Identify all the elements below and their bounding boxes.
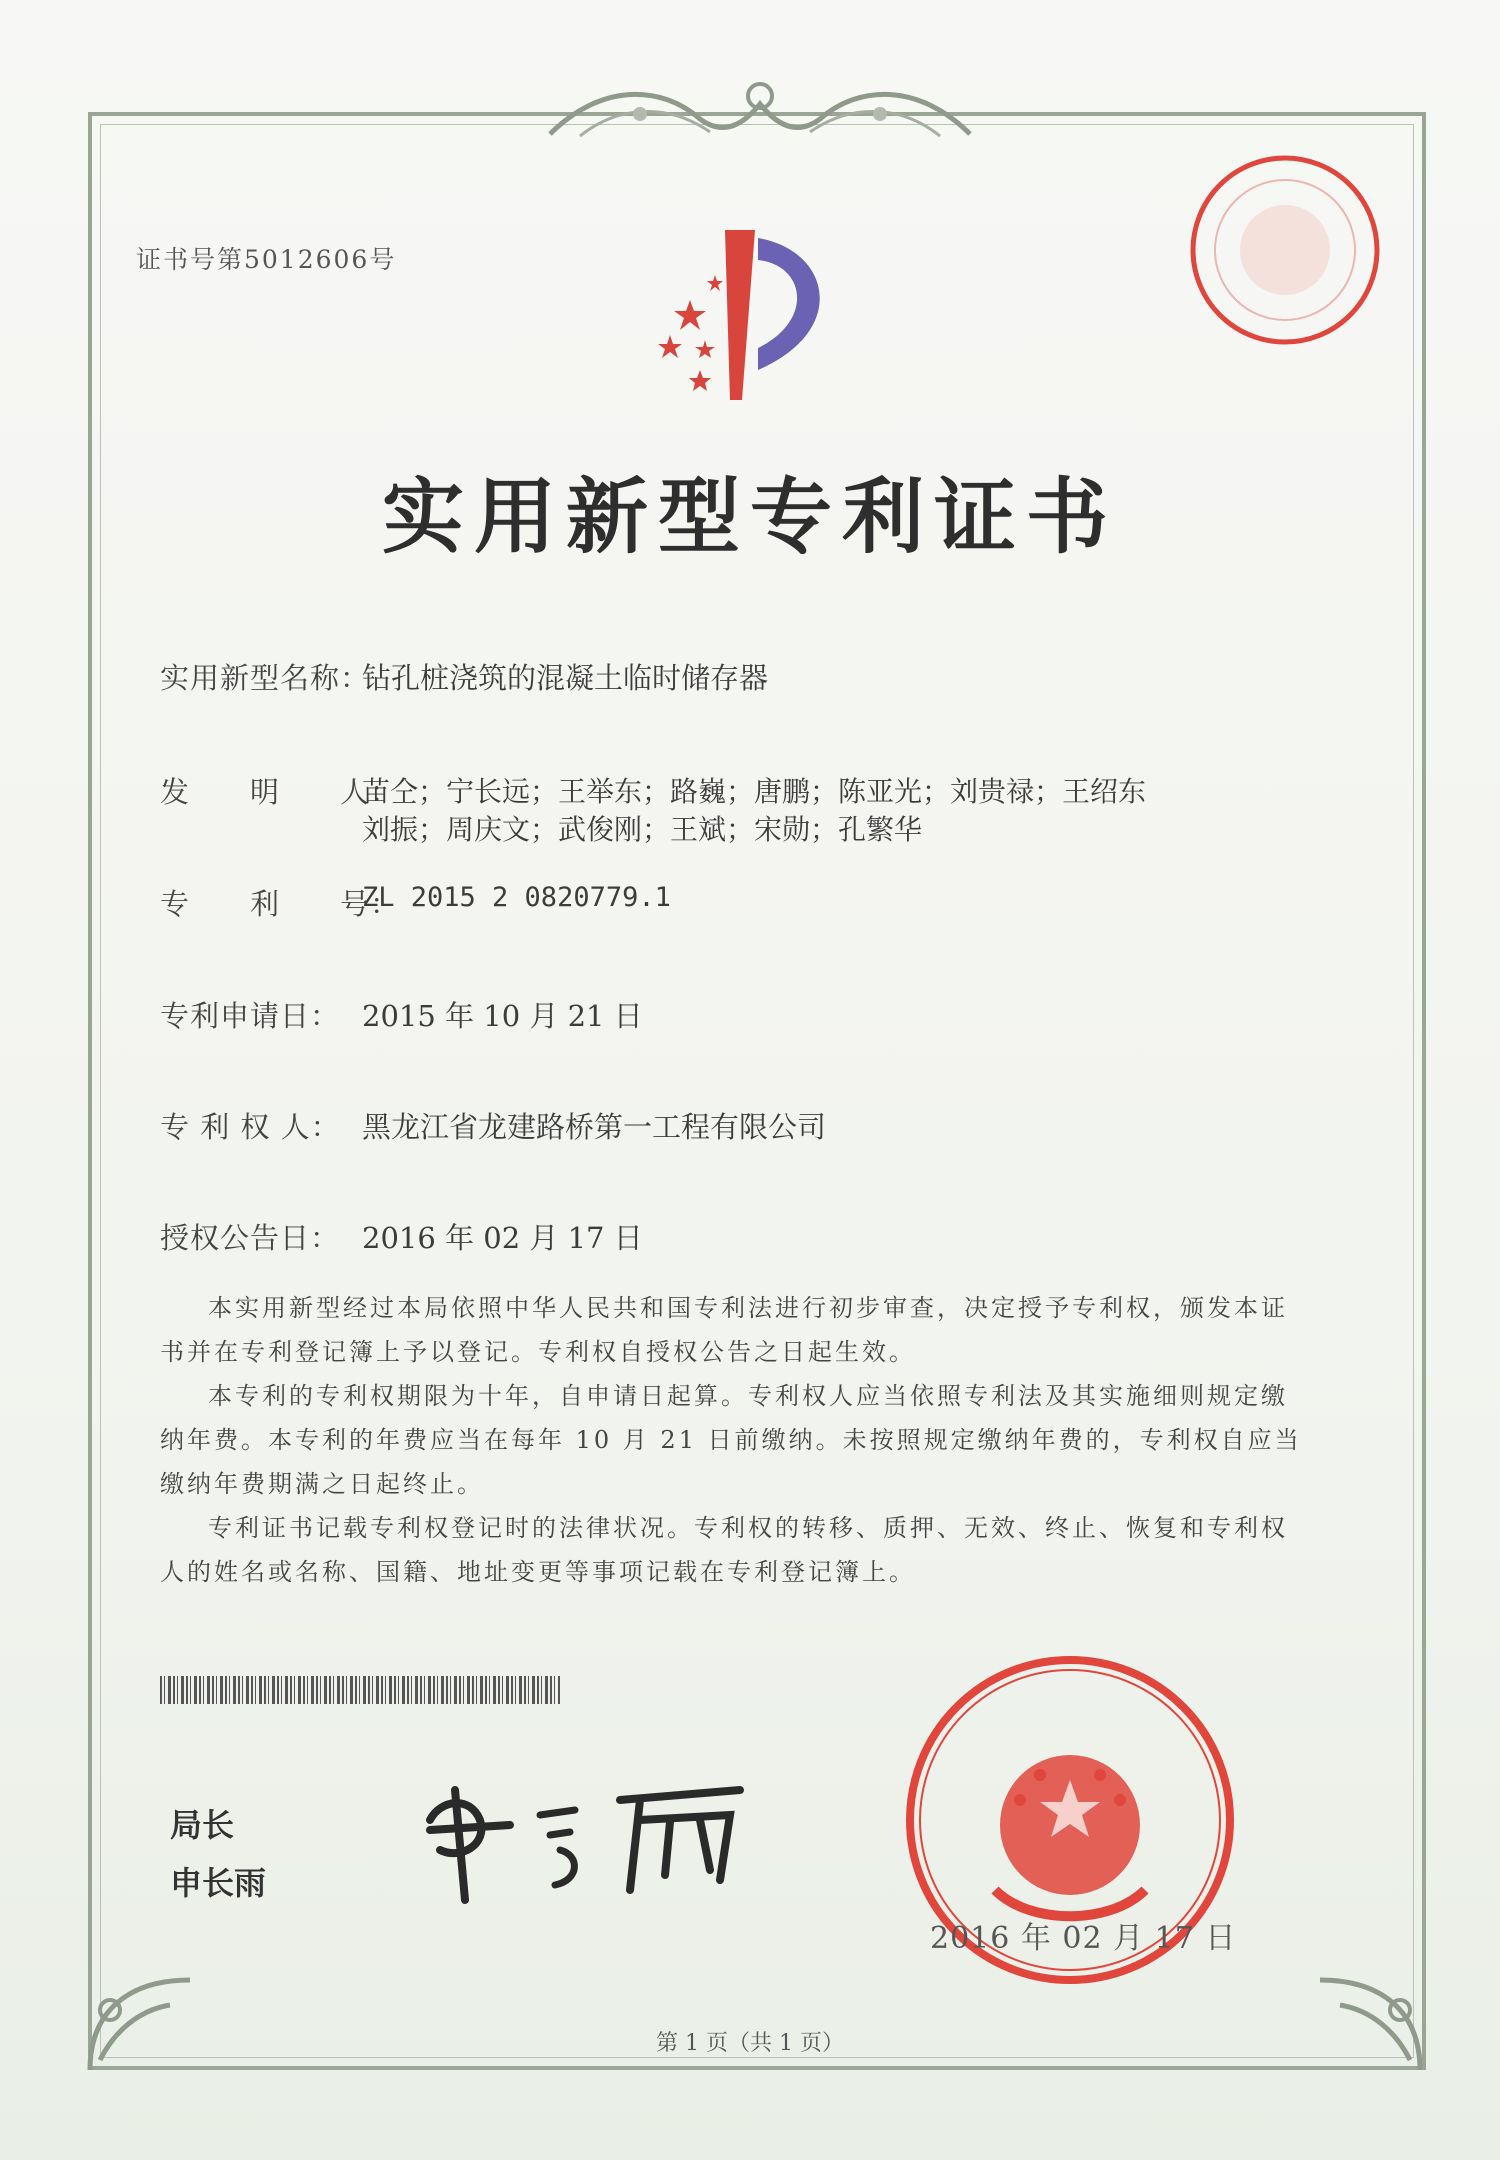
field-value-inventors: 苗仝；宁长远；王举东；路巍；唐鹏；陈亚光；刘贵禄；王绍东	[362, 775, 1147, 808]
patent-office-logo-icon	[630, 220, 880, 410]
page-indicator: 第 1 页（共 1 页）	[656, 2031, 844, 2056]
field-label-patent-number: 专 利 号：	[160, 887, 401, 921]
body-paragraph: 本实用新型经过本局依照中华人民共和国专利法进行初步审查，决定授予专利权，颁发本证书并在专利登记簿上予以登记。专利权自授权公告之日起生效。	[160, 1294, 1288, 1366]
body-paragraph: 本专利的专利权期限为十年，自申请日起算。专利权人应当依照专利法及其实施细则规定缴纳年费。本专利的年费应当在每年 10 月 21 日前缴纳。未按照规定缴纳年费的，专利权自应当缴纳年费期满之日起终止。	[160, 1382, 1302, 1498]
director-signature-icon	[410, 1760, 770, 1920]
certificate-body	[160, 1286, 1310, 1594]
field-label-grant-date: 授权公告日：	[160, 1221, 341, 1255]
agency-seal-icon	[1185, 150, 1385, 350]
field-label-inventors: 发 明 人：	[160, 775, 401, 809]
top-ornament-icon	[540, 74, 980, 154]
field-value-patentee: 黑龙江省龙建路桥第一工程有限公司	[362, 1110, 827, 1144]
barcode-icon	[160, 1676, 560, 1704]
field-label-application-date: 专利申请日：	[160, 999, 341, 1033]
certificate-title: 实用新型专利证书	[381, 470, 1118, 565]
director-name: 申长雨	[170, 1864, 267, 1902]
director-title: 局长	[170, 1806, 235, 1844]
field-label-patentee: 专 利 权 人：	[160, 1110, 341, 1144]
field-value-grant-date: 2016 年 02 月 17 日	[362, 1221, 643, 1255]
body-paragraph: 专利证书记载专利权登记时的法律状况。专利权的转移、质押、无效、终止、恢复和专利权人的姓名或名称、国籍、地址变更等事项记载在专利登记簿上。	[160, 1514, 1288, 1586]
seal-date: 2016 年 02 月 17 日	[930, 1921, 1237, 1956]
bottom-left-ornament-icon	[70, 1950, 210, 2090]
certificate-number: 证书号第5012606号	[136, 245, 397, 274]
bottom-right-ornament-icon	[1300, 1950, 1440, 2090]
field-value-utility-name: 钻孔桩浇筑的混凝土临时储存器	[362, 661, 769, 695]
field-value-application-date: 2015 年 10 月 21 日	[362, 999, 643, 1033]
field-value-inventors-cont: 刘振；周庆文；武俊刚；王斌；宋勋；孔繁华	[362, 813, 923, 846]
field-value-patent-number: ZL 2015 2 0820779.1	[362, 882, 671, 913]
field-label-utility-name: 实用新型名称：	[160, 661, 371, 695]
